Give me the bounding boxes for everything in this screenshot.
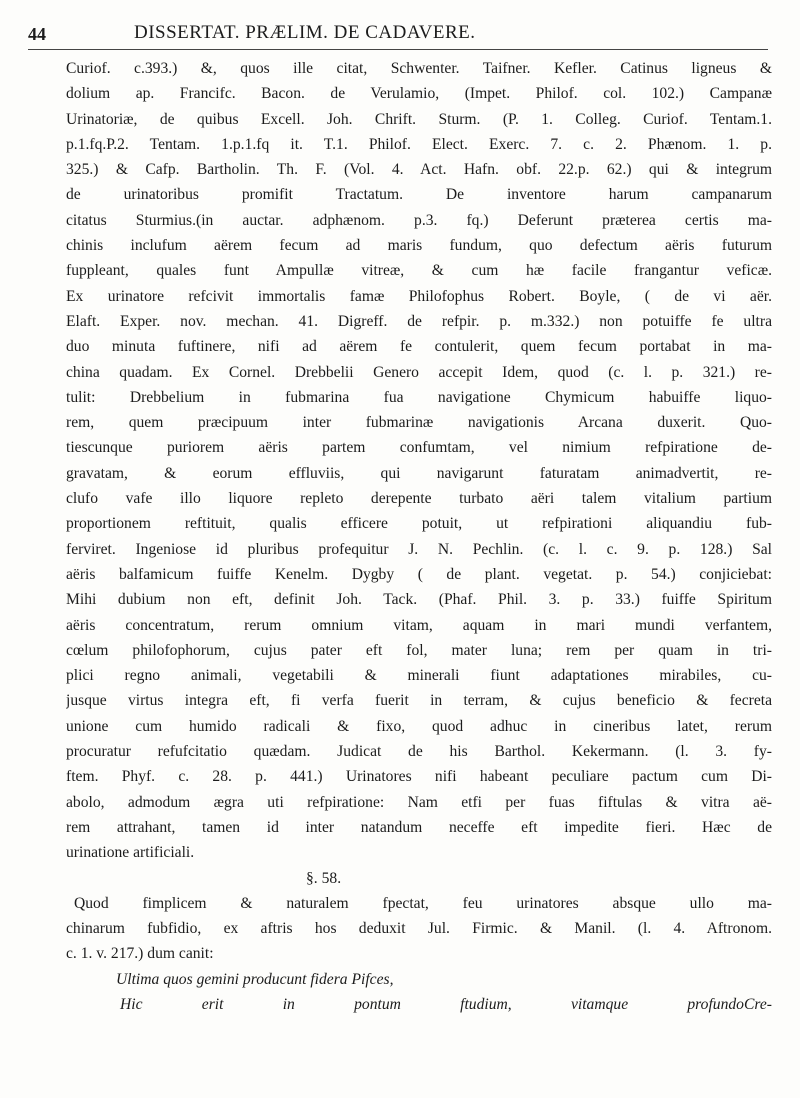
text-line: tulit: Drebbelium in fubmarina fua navigatione Chymicum habuiffe liquo- [66,388,772,406]
text-line: chinarum fubfidio, ex aftris hos deduxit Jul. Firmic. & Manil. (l. 4. Aftronom. [66,920,772,938]
text-line: ferviret. Ingeniose id pluribus profequitur J. N. Pechlin. (c. l. c. 9. p. 128.) Sal [66,540,772,558]
running-title: DISSERTAT. PRÆLIM. DE CADAVERE. [134,22,476,43]
text-line: rem, quem præcipuum inter fubmarinæ navigationis Arcana duxerit. Quo- [66,414,772,432]
text-line: procuratur refufcitatio quædam. Judicat de his Barthol. Kekermann. (l. 3. fy- [66,743,772,761]
text-line: clufo vafe illo liquore repleto derepente turbato aëri talem vitalium partium [66,490,772,508]
text-line: proportionem reftituit, qualis efficere potuit, ut refpirationi aliquandiu fub- [66,515,772,533]
text-line: abolo, admodum ægra uti refpiratione: Nam etfi per fuas fiftulas & vitra aë- [66,793,772,811]
text-line: duo minuta fuftinere, nifi ad aërem fe contulerit, quem fecum portabat in ma- [66,338,772,356]
text-line: china quadam. Ex Cornel. Drebbelii Genero accepit Idem, quod (c. l. p. 321.) re- [66,363,772,381]
text-line: aëris balfamicum fuiffe Kenelm. Dygby ( de plant. vegetat. p. 54.) conjiciebat: [66,565,772,583]
verse-line: Ultima quos gemini producunt fidera Pifces, [116,970,394,988]
page-number: 44 [28,24,46,44]
text-line: chinis inclufum aërem fecum ad maris fundum, quo defectum aëris futurum [66,237,772,255]
catchword: Cre- [743,995,772,1013]
text-line: cœlum philofophorum, cujus pater eft fol, mater luna; rem per quam in tri- [66,641,772,659]
body-text [66,56,772,1017]
text-line: de urinatoribus promifit Tractatum. De inventore harum campanarum [66,186,772,204]
text-line: Urinatoriæ, de quibus Excell. Joh. Chrift. Sturm. (P. 1. Colleg. Curiof. Tentam.1. [66,110,772,128]
text-line: ftem. Phyf. c. 28. p. 441.) Urinatores nifi habeant peculiare pactum cum Di- [66,768,772,786]
text-line: tiescunque puriorem aëris partem confumtam, vel nimium refpiratione de- [66,439,772,457]
text-line: Mihi dubium non eft, definit Joh. Tack. (Phaf. Phil. 3. p. 33.) fuiffe Spiritum [66,591,772,609]
text-line: aëris concentratum, rerum omnium vitam, aquam in mari mundi verfantem, [66,616,772,634]
text-line: 325.) & Cafp. Bartholin. Th. F. (Vol. 4. Act. Hafn. obf. 22.p. 62.) qui & integrum [66,161,772,179]
text-line: rem attrahant, tamen id inter natandum neceffe eft impedite fieri. Hæc de [66,818,772,836]
text-line: urinatione artificiali. [66,844,195,862]
header-rule [28,49,768,50]
text-line: Curiof. c.393.) &, quos ille citat, Schwenter. Taifner. Kefler. Catinus ligneus & [66,60,772,77]
text-line: Elaft. Exper. nov. mechan. 41. Digreff. de refpir. p. m.332.) non potuiffe fe ultra [66,312,772,330]
text-line: jusque virtus integra eft, fi verfa fuerit in terram, & cujus beneficio & fecreta [66,692,772,710]
verse-line: Hic erit in pontum ftudium, vitamque profundo [120,995,744,1013]
text-line: p.1.fq.P.2. Tentam. 1.p.1.fq it. T.1. Philof. Elect. Exerc. 7. c. 2. Phænom. 1. p. [66,135,772,153]
text-line: plici regno animali, vegetabili & minerali fiunt adaptationes mirabiles, cu- [66,667,772,685]
text-line: Quod fimplicem & naturalem fpectat, feu urinatores absque ullo ma- [74,894,772,912]
text-line: fuppleant, quales funt Ampullæ vitreæ, & cum hæ facile frangantur veficæ. [66,262,772,280]
text-line: dolium ap. Francifc. Bacon. de Verulamio, (Impet. Philof. col. 102.) Campanæ [66,85,772,103]
page-header [28,18,768,48]
text-line: unione cum humido radicali & fixo, quod adhuc in cineribus latet, rerum [66,717,772,735]
text-line: c. 1. v. 217.) dum canit: [66,945,214,963]
section-heading: §. 58. [306,869,342,887]
verse-line-with-catchword [66,992,772,1017]
text-line: gravatam, & eorum effluviis, qui navigarunt faturatam animadvertit, re- [66,464,772,482]
text-line: Ex urinatore refcivit immortalis famæ Philofophus Robert. Boyle, ( de vi aër. [66,287,772,305]
text-line: citatus Sturmius.(in auctar. adphænom. p.3. fq.) Deferunt præterea certis ma- [66,211,772,229]
